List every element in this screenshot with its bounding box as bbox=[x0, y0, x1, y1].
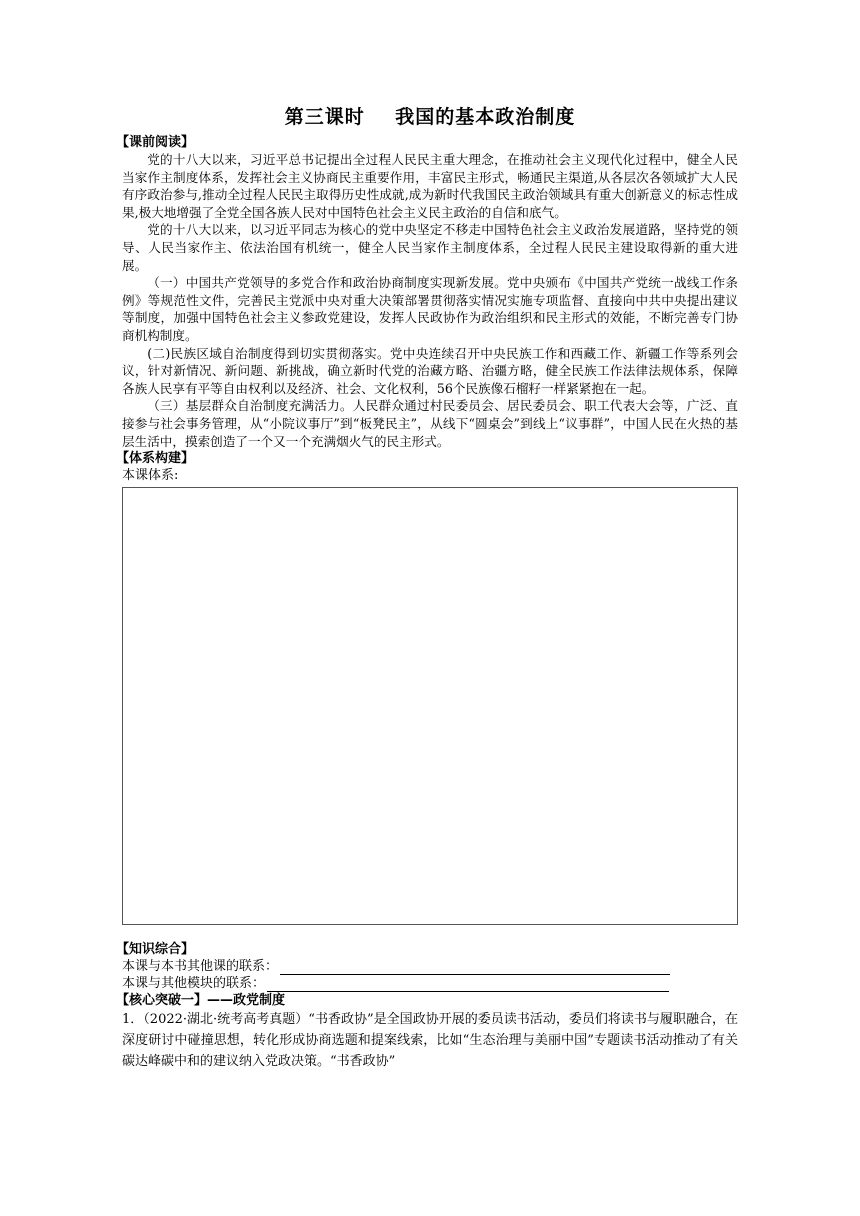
paragraph: （三）基层群众自治制度充满活力。人民群众通过村民委员会、居民委员会、职工代表大会等，广泛、直接参与社会事务管理，从“小院议事厅”到“板凳民主”，从线下“圆桌会”到线上“议事群”，中国人民在火热的基层生活中，摸索创造了一个又一个充满烟火气的民主形式。 bbox=[122, 398, 738, 449]
knowledge-heading: 【知识综合】 bbox=[116, 942, 195, 958]
system-label: 本课体系: bbox=[122, 468, 179, 484]
system-build-heading: 【体系构建】 bbox=[116, 451, 195, 467]
fill-blank-line[interactable] bbox=[267, 978, 669, 992]
pre-reading-heading: 【课前阅读】 bbox=[116, 135, 195, 150]
link-row-book bbox=[122, 958, 738, 975]
system-diagram-box[interactable] bbox=[122, 487, 738, 925]
core-heading: 【核心突破一】——政党制度 bbox=[116, 993, 286, 1009]
paragraph: 党的十八大以来，习近平总书记提出全过程人民民主重大理念，在推动社会主义现代化过程中，健全人民当家作主制度体系，发挥社会主义协商民主重要作用，丰富民主形式，畅通民主渠道,从各层次各领域扩大人民有序政治参与,推动全过程人民民主取得历史性成就,成为新时代我国民主政治领域具有重大创新意义的标志性成果,极大地增强了全党全国各族人民对中国特色社会主义民主政治的自信和底气。 bbox=[122, 152, 738, 220]
link-row-module bbox=[122, 975, 738, 992]
paragraph: （一）中国共产党领导的多党合作和政治协商制度实现新发展。党中央颁布《中国共产党统一战线工作条例》等规范性文件，完善民主党派中央对重大决策部署贯彻落实情况实施专项监督、直接向中共中央提出建议等制度，加强中国特色社会主义参政党建设，发挥人民政协作为政治组织和民主形式的效能，不断完善专门协商机构制度。 bbox=[122, 275, 738, 343]
document-page bbox=[116, 104, 738, 1072]
page-title: 第三课时 我国的基本政治制度 bbox=[284, 106, 576, 128]
link-row-label: 本课与本书其他课的联系： bbox=[122, 959, 279, 975]
question-text: 1．（2022·湖北·统考高考真题）“书香政协”是全国政协开展的委员读书活动，委员们将读书与履职融合，在深度研讨中碰撞思想，转化形成协商选题和提案线索，比如“生态治理与美丽中国”专题读书活动推动了有关碳达峰碳中和的建议纳入党政决策。“书香政协” bbox=[122, 1012, 738, 1070]
fill-blank-line[interactable] bbox=[280, 961, 670, 975]
paragraph: 党的十八大以来，以习近平同志为核心的党中央坚定不移走中国特色社会主义政治发展道路，坚持党的领导、人民当家作主、依法治国有机统一，健全人民当家作主制度体系，全过程人民民主建设取得新的重大进展。 bbox=[122, 222, 738, 273]
link-row-label: 本课与其他模块的联系： bbox=[122, 976, 266, 992]
paragraph: (二)民族区域自治制度得到切实贯彻落实。党中央连续召开中央民族工作和西藏工作、新疆工作等系列会议，针对新情况、新问题、新挑战，确立新时代党的治藏方略、治疆方略，健全民族工作法律法规体系，保障各族人民享有平等自由权利以及经济、社会、文化权利，56个民族像石榴籽一样紧紧抱在一起。 bbox=[122, 345, 738, 396]
